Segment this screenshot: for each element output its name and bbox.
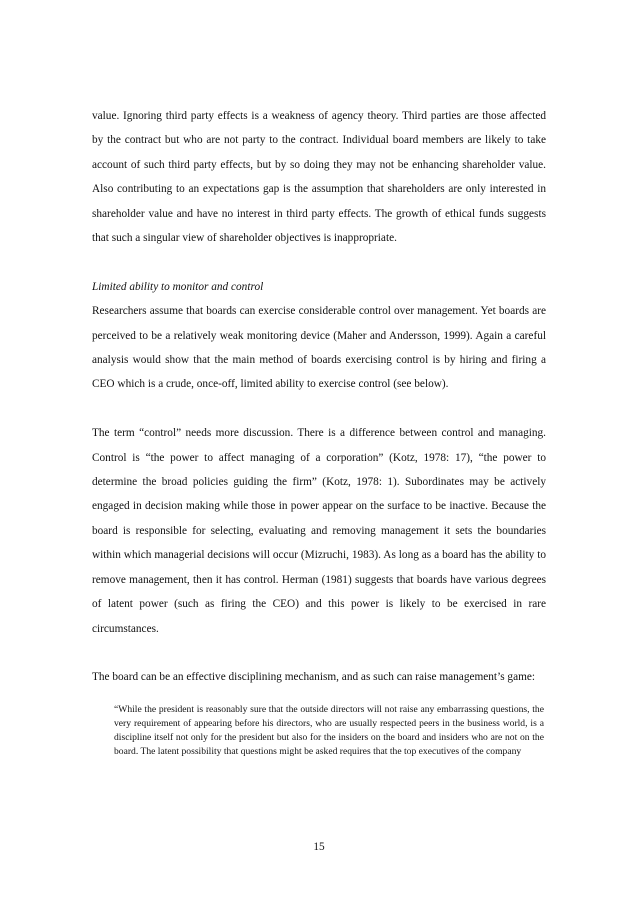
paragraph-disciplining-mechanism: The board can be an effective disciplining mechanism, and as such can raise management’s game: (92, 671, 536, 684)
paragraph-monitoring: Researchers assume that boards can exercise considerable control over management. Yet boards are perceived to be a relatively weak monitoring device (Maher and Andersson, 1999). Again a careful analysis would show that the main method of boards exercising control is by hiring and firing a CEO which is a crude, once-off, limited ability to exercise control (see below). (92, 305, 546, 391)
block-quote: “While the president is reasonably sure that the outside directors will not raise any embarrassing questions, the very requirement of appearing before his directors, who are usually respected peers in the business world, is a discipline itself not only for the president but also for the insiders on the board and insiders who are not on the board. The latent possibility that questions might be asked requires that the top executives of the company (114, 703, 544, 758)
paragraph-spacer (92, 641, 546, 665)
paragraph-third-party-effects: value. Ignoring third party effects is a weakness of agency theory. Third parties are those affected by the contract but who are not party to the contract. Individual board members are likely to take account of such third party effects, but by so doing they may not be enhancing shareholder value. Also contributing to an expectations gap is the assumption that shareholders are only interested in shareholder value and have no interest in third party effects. The growth of ethical funds suggests that such a singular view of shareholder objectives is inappropriate. (92, 110, 546, 245)
section-heading: Limited ability to monitor and control (92, 280, 264, 293)
page-number: 15 (313, 841, 325, 853)
paragraph-control-definition: The term “control” needs more discussion. There is a difference between control and managing. Control is “the power to affect managing of a corporation” (Kotz, 1978: 17), “the power to determine the broad policies guiding the firm” (Kotz, 1978: 1). Subordinates may be actively engaged in decision making while those in power appear on the surface to be inactive. Because the board is responsible for selecting, evaluating and removing management it sets the boundaries within which managerial decisions will occur (Mizruchi, 1983). As long as a board has the ability to remove management, then it has control. Herman (1981) suggests that boards have various degrees of latent power (such as firing the CEO) and this power is likely to be exercised in rare circumstances. (92, 427, 546, 635)
document-page (92, 104, 546, 760)
quote-spacer (92, 690, 546, 703)
paragraph-spacer (92, 250, 546, 274)
paragraph-spacer (92, 397, 546, 421)
